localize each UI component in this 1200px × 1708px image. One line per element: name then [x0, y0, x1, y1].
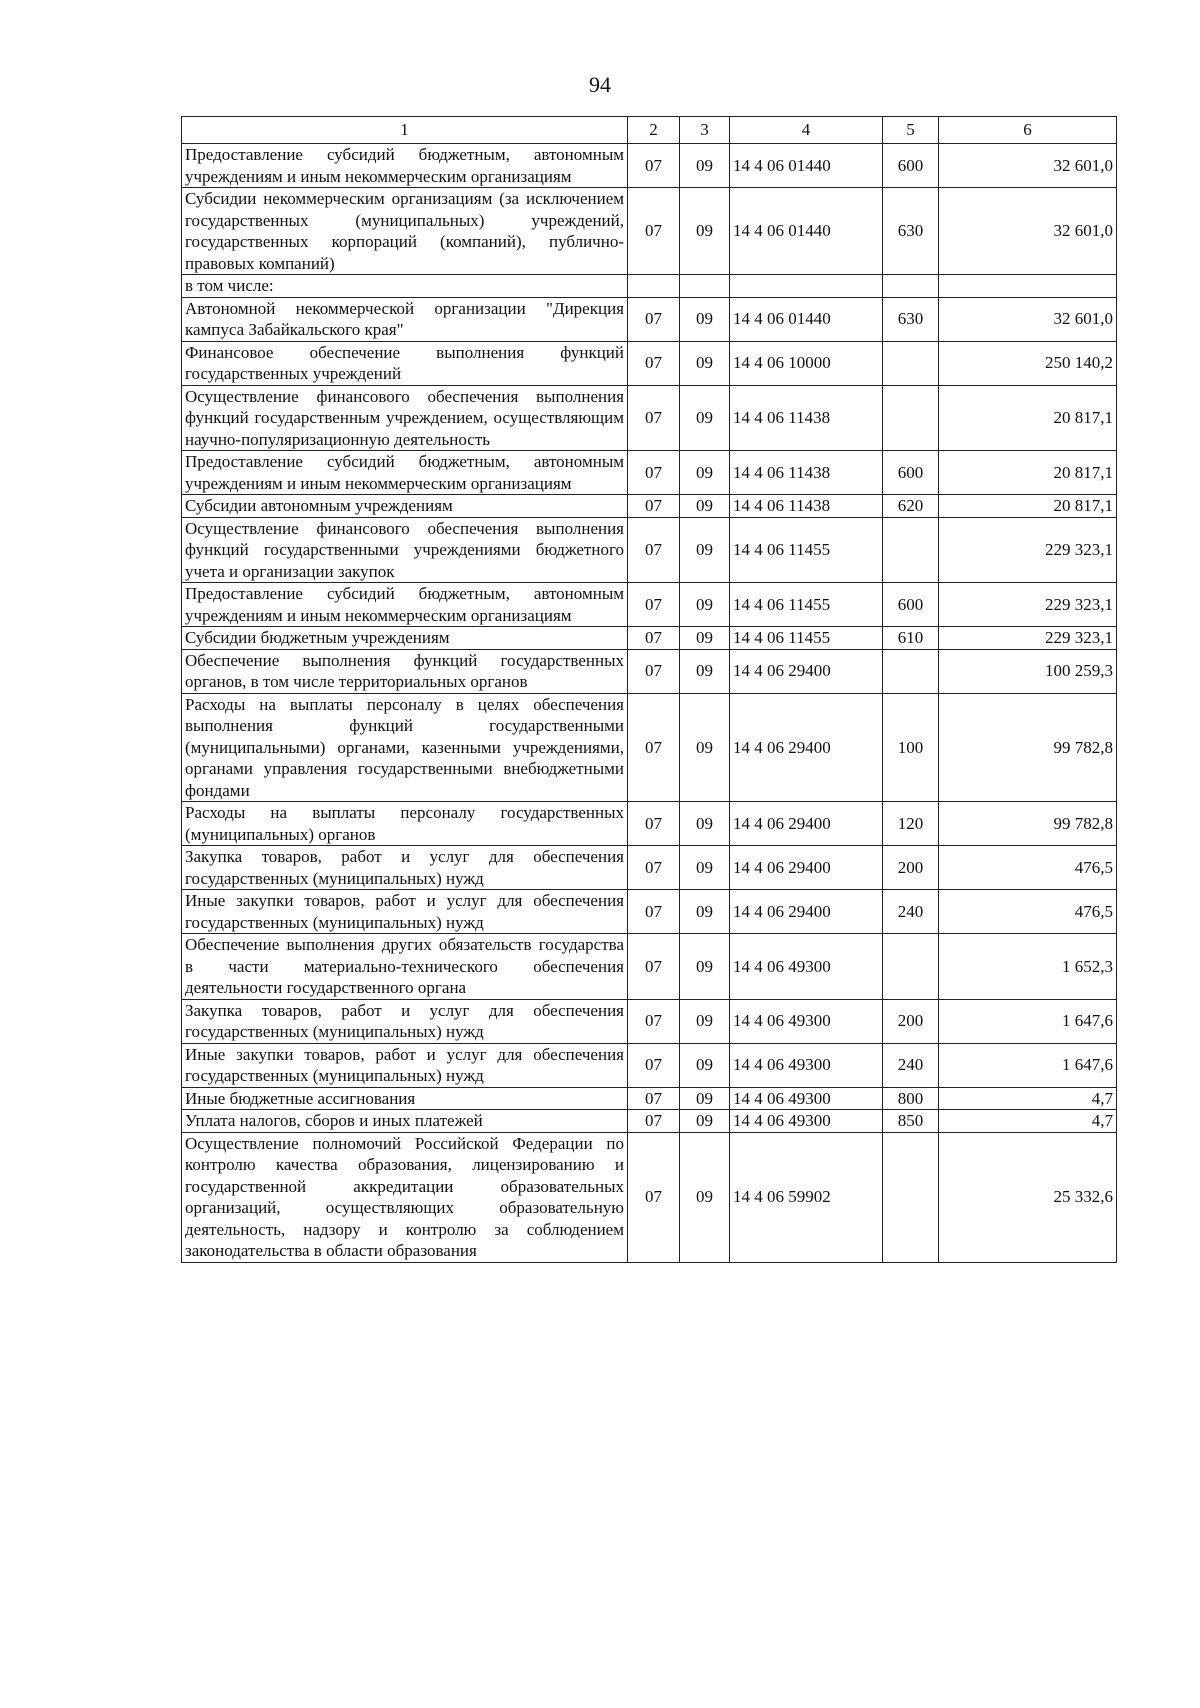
column-header: 1 [182, 117, 628, 144]
table-row [182, 385, 1117, 451]
subsection-code-cell: 09 [680, 495, 730, 518]
table-row [182, 1043, 1117, 1087]
expense-type-cell: 100 [883, 693, 939, 802]
subsection-code-cell: 09 [680, 890, 730, 934]
column-header: 6 [939, 117, 1117, 144]
amount-cell: 99 782,8 [939, 693, 1117, 802]
table-row [182, 583, 1117, 627]
table-row [182, 802, 1117, 846]
expense-type-cell: 630 [883, 188, 939, 275]
subsection-code-cell: 09 [680, 802, 730, 846]
subsection-code-cell [680, 275, 730, 298]
expense-type-cell: 240 [883, 890, 939, 934]
row-name-cell: в том числе: [182, 275, 628, 298]
amount-cell: 1 647,6 [939, 1043, 1117, 1087]
row-name-cell: Обеспечение выполнения функций государственных органов, в том числе территориальных органов [182, 649, 628, 693]
column-header: 4 [730, 117, 883, 144]
row-name-cell: Субсидии некоммерческим организациям (за исключением государственных (муниципальных) учреждений, государственных корпораций (компаний), публично-правовых компаний) [182, 188, 628, 275]
target-article-cell: 14 4 06 01440 [730, 188, 883, 275]
expense-type-cell: 630 [883, 297, 939, 341]
amount-cell: 250 140,2 [939, 341, 1117, 385]
amount-cell: 4,7 [939, 1087, 1117, 1110]
target-article-cell: 14 4 06 01440 [730, 297, 883, 341]
subsection-code-cell: 09 [680, 846, 730, 890]
row-name-cell: Предоставление субсидий бюджетным, автономным учреждениям и иным некоммерческим организациям [182, 144, 628, 188]
section-code-cell: 07 [628, 495, 680, 518]
table-row [182, 934, 1117, 1000]
row-name-cell: Иные закупки товаров, работ и услуг для обеспечения государственных (муниципальных) нужд [182, 890, 628, 934]
subsection-code-cell: 09 [680, 627, 730, 650]
row-name-cell: Расходы на выплаты персоналу в целях обеспечения выполнения функций государственными (муниципальными) органами, казенными учреждениями, органами управления государственными внебюджетными фондами [182, 693, 628, 802]
expense-type-cell: 600 [883, 144, 939, 188]
subsection-code-cell: 09 [680, 934, 730, 1000]
section-code-cell: 07 [628, 802, 680, 846]
table-row [182, 144, 1117, 188]
amount-cell: 229 323,1 [939, 627, 1117, 650]
section-code-cell: 07 [628, 144, 680, 188]
amount-cell: 25 332,6 [939, 1132, 1117, 1262]
section-code-cell: 07 [628, 1043, 680, 1087]
target-article-cell: 14 4 06 29400 [730, 693, 883, 802]
section-code-cell: 07 [628, 341, 680, 385]
row-name-cell: Иные бюджетные ассигнования [182, 1087, 628, 1110]
row-name-cell: Обеспечение выполнения других обязательств государства в части материально-технического обеспечения деятельности государственного органа [182, 934, 628, 1000]
table-row [182, 1087, 1117, 1110]
row-name-cell: Субсидии бюджетным учреждениям [182, 627, 628, 650]
expense-type-cell [883, 275, 939, 298]
budget-table [181, 116, 1117, 1263]
target-article-cell: 14 4 06 49300 [730, 1043, 883, 1087]
amount-cell: 100 259,3 [939, 649, 1117, 693]
target-article-cell: 14 4 06 29400 [730, 890, 883, 934]
subsection-code-cell: 09 [680, 1043, 730, 1087]
section-code-cell: 07 [628, 999, 680, 1043]
target-article-cell: 14 4 06 11455 [730, 517, 883, 583]
section-code-cell: 07 [628, 627, 680, 650]
target-article-cell: 14 4 06 01440 [730, 144, 883, 188]
amount-cell: 20 817,1 [939, 495, 1117, 518]
subsection-code-cell: 09 [680, 1132, 730, 1262]
column-header: 5 [883, 117, 939, 144]
amount-cell: 476,5 [939, 846, 1117, 890]
section-code-cell: 07 [628, 649, 680, 693]
target-article-cell: 14 4 06 11455 [730, 627, 883, 650]
table-row [182, 517, 1117, 583]
row-name-cell: Субсидии автономным учреждениям [182, 495, 628, 518]
target-article-cell: 14 4 06 59902 [730, 1132, 883, 1262]
expense-type-cell: 620 [883, 495, 939, 518]
target-article-cell: 14 4 06 49300 [730, 1110, 883, 1133]
table-row [182, 1110, 1117, 1133]
expense-type-cell: 200 [883, 846, 939, 890]
table-row [182, 693, 1117, 802]
section-code-cell: 07 [628, 517, 680, 583]
amount-cell [939, 275, 1117, 298]
subsection-code-cell: 09 [680, 341, 730, 385]
amount-cell: 20 817,1 [939, 385, 1117, 451]
subsection-code-cell: 09 [680, 1087, 730, 1110]
section-code-cell: 07 [628, 1132, 680, 1262]
row-name-cell: Осуществление финансового обеспечения выполнения функций государственными учреждениями бюджетного учета и организации закупок [182, 517, 628, 583]
subsection-code-cell: 09 [680, 517, 730, 583]
row-name-cell: Предоставление субсидий бюджетным, автономным учреждениям и иным некоммерческим организациям [182, 451, 628, 495]
table-row [182, 451, 1117, 495]
amount-cell: 229 323,1 [939, 583, 1117, 627]
expense-type-cell: 120 [883, 802, 939, 846]
amount-cell: 1 647,6 [939, 999, 1117, 1043]
expense-type-cell: 850 [883, 1110, 939, 1133]
subsection-code-cell: 09 [680, 451, 730, 495]
row-name-cell: Автономной некоммерческой организации "Дирекция кампуса Забайкальского края" [182, 297, 628, 341]
table-row [182, 627, 1117, 650]
expense-type-cell: 240 [883, 1043, 939, 1087]
section-code-cell: 07 [628, 693, 680, 802]
subsection-code-cell: 09 [680, 999, 730, 1043]
section-code-cell: 07 [628, 1087, 680, 1110]
table-row [182, 275, 1117, 298]
column-header: 3 [680, 117, 730, 144]
target-article-cell: 14 4 06 11438 [730, 385, 883, 451]
subsection-code-cell: 09 [680, 1110, 730, 1133]
target-article-cell: 14 4 06 11455 [730, 583, 883, 627]
expense-type-cell [883, 517, 939, 583]
target-article-cell: 14 4 06 29400 [730, 649, 883, 693]
table-row [182, 846, 1117, 890]
section-code-cell: 07 [628, 846, 680, 890]
expense-type-cell [883, 649, 939, 693]
amount-cell: 20 817,1 [939, 451, 1117, 495]
amount-cell: 32 601,0 [939, 297, 1117, 341]
target-article-cell: 14 4 06 49300 [730, 934, 883, 1000]
row-name-cell: Иные закупки товаров, работ и услуг для обеспечения государственных (муниципальных) нужд [182, 1043, 628, 1087]
section-code-cell: 07 [628, 934, 680, 1000]
table-row [182, 495, 1117, 518]
subsection-code-cell: 09 [680, 649, 730, 693]
subsection-code-cell: 09 [680, 188, 730, 275]
subsection-code-cell: 09 [680, 583, 730, 627]
expense-type-cell: 600 [883, 451, 939, 495]
subsection-code-cell: 09 [680, 385, 730, 451]
column-header: 2 [628, 117, 680, 144]
expense-type-cell [883, 1132, 939, 1262]
amount-cell: 1 652,3 [939, 934, 1117, 1000]
target-article-cell: 14 4 06 49300 [730, 999, 883, 1043]
section-code-cell: 07 [628, 385, 680, 451]
row-name-cell: Осуществление финансового обеспечения выполнения функций государственным учреждением, осуществляющим научно-популяризационную деятельность [182, 385, 628, 451]
table-header-row [182, 117, 1117, 144]
page-number: 94 [589, 72, 611, 97]
section-code-cell: 07 [628, 890, 680, 934]
table-row [182, 999, 1117, 1043]
table-row [182, 890, 1117, 934]
target-article-cell: 14 4 06 29400 [730, 846, 883, 890]
section-code-cell: 07 [628, 297, 680, 341]
table-row [182, 1132, 1117, 1262]
subsection-code-cell: 09 [680, 144, 730, 188]
expense-type-cell: 200 [883, 999, 939, 1043]
section-code-cell: 07 [628, 1110, 680, 1133]
expense-type-cell [883, 385, 939, 451]
subsection-code-cell: 09 [680, 693, 730, 802]
expense-type-cell [883, 934, 939, 1000]
expense-type-cell: 610 [883, 627, 939, 650]
table-row [182, 297, 1117, 341]
amount-cell: 476,5 [939, 890, 1117, 934]
section-code-cell: 07 [628, 583, 680, 627]
amount-cell: 99 782,8 [939, 802, 1117, 846]
amount-cell: 32 601,0 [939, 144, 1117, 188]
expense-type-cell: 800 [883, 1087, 939, 1110]
expense-type-cell [883, 341, 939, 385]
row-name-cell: Осуществление полномочий Российской Федерации по контролю качества образования, лицензированию и государственной аккредитации образовательных организаций, осуществляющих образовательную деятельность, надзору и контролю за соблюдением законодательства в области образования [182, 1132, 628, 1262]
row-name-cell: Финансовое обеспечение выполнения функций государственных учреждений [182, 341, 628, 385]
amount-cell: 4,7 [939, 1110, 1117, 1133]
target-article-cell: 14 4 06 11438 [730, 495, 883, 518]
table-row [182, 649, 1117, 693]
target-article-cell: 14 4 06 10000 [730, 341, 883, 385]
amount-cell: 229 323,1 [939, 517, 1117, 583]
row-name-cell: Предоставление субсидий бюджетным, автономным учреждениям и иным некоммерческим организациям [182, 583, 628, 627]
row-name-cell: Закупка товаров, работ и услуг для обеспечения государственных (муниципальных) нужд [182, 846, 628, 890]
table-row [182, 188, 1117, 275]
target-article-cell: 14 4 06 11438 [730, 451, 883, 495]
target-article-cell: 14 4 06 49300 [730, 1087, 883, 1110]
amount-cell: 32 601,0 [939, 188, 1117, 275]
subsection-code-cell: 09 [680, 297, 730, 341]
target-article-cell [730, 275, 883, 298]
section-code-cell [628, 275, 680, 298]
expense-type-cell: 600 [883, 583, 939, 627]
row-name-cell: Расходы на выплаты персоналу государственных (муниципальных) органов [182, 802, 628, 846]
table-row [182, 341, 1117, 385]
section-code-cell: 07 [628, 188, 680, 275]
target-article-cell: 14 4 06 29400 [730, 802, 883, 846]
section-code-cell: 07 [628, 451, 680, 495]
row-name-cell: Уплата налогов, сборов и иных платежей [182, 1110, 628, 1133]
row-name-cell: Закупка товаров, работ и услуг для обеспечения государственных (муниципальных) нужд [182, 999, 628, 1043]
